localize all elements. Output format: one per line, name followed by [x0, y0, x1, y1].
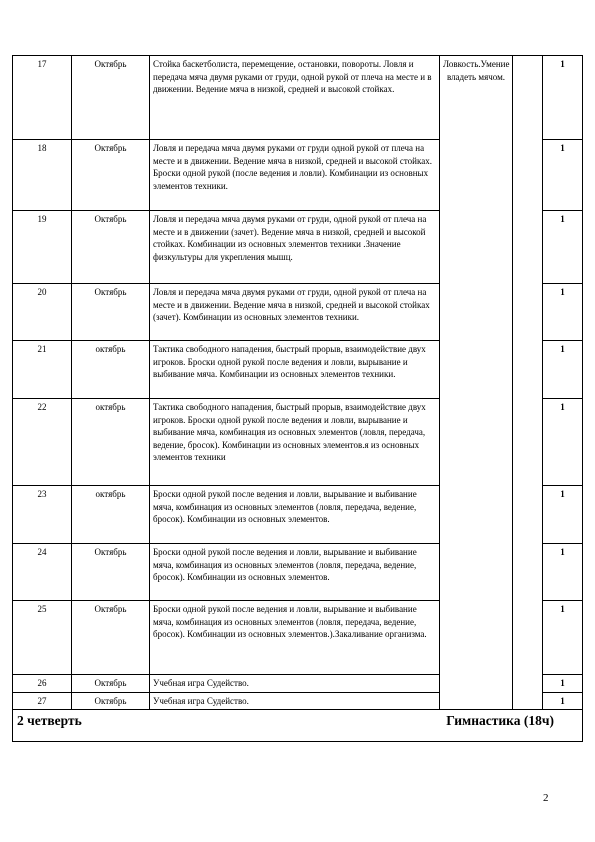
quarter-heading-row: [13, 710, 583, 742]
quarter-label: 2 четверть: [17, 713, 82, 728]
lesson-hours: 1: [543, 56, 583, 140]
lesson-month: Октябрь: [72, 601, 150, 675]
lesson-number: 18: [13, 140, 72, 211]
lesson-month: октябрь: [72, 341, 150, 399]
lesson-number: 21: [13, 341, 72, 399]
lesson-month: Октябрь: [72, 56, 150, 140]
lesson-topic: Стойка баскетболиста, перемещение, остановки, повороты. Ловля и передача мяча двумя руками от груди, одной рукой от плеча на месте и в движении. Ведение мяча в низкой, средней и высокой стойках.: [150, 56, 440, 140]
lesson-month: Октябрь: [72, 140, 150, 211]
lesson-hours: 1: [543, 399, 583, 486]
lesson-hours: 1: [543, 486, 583, 544]
lesson-hours: 1: [543, 544, 583, 601]
lesson-topic: Броски одной рукой после ведения и ловли, вырывание и выбивание мяча, комбинация из основных элементов (ловля, передача, ведение, бросок). Комбинации из основных элементов.).Закаливание организма.: [150, 601, 440, 675]
lesson-topic: Броски одной рукой после ведения и ловли, вырывание и выбивание мяча, комбинация из основных элементов (ловля, передача, ведение, бросок). Комбинации из основных элементов.: [150, 544, 440, 601]
lesson-number: 17: [13, 56, 72, 140]
lesson-hours: 1: [543, 211, 583, 284]
lesson-topic: Тактика свободного нападения, быстрый прорыв, взаимодействие двух игроков. Броски одной рукой после ведения и ловли, вырывание и выбивание мяча. Комбинации из основных элементов техники.: [150, 341, 440, 399]
lesson-number: 27: [13, 692, 72, 710]
lesson-hours: 1: [543, 601, 583, 675]
lesson-month: октябрь: [72, 399, 150, 486]
lesson-plan-table: [12, 55, 583, 742]
page-number: 2: [543, 792, 549, 804]
skill-cell: Ловкость.Умение владеть мячом.: [440, 56, 513, 710]
quarter-heading-cell: [13, 710, 583, 742]
lesson-hours: 1: [543, 675, 583, 693]
lesson-topic: Ловля и передача мяча двумя руками от груди одной рукой от плеча на месте и в движении. Ведение мяча в низкой, средней и высокой стойках. Броски одной рукой (после ведения и ловли). Комбинации из основных элементов техники.: [150, 140, 440, 211]
lesson-hours: 1: [543, 284, 583, 341]
lesson-month: октябрь: [72, 486, 150, 544]
lesson-topic: Учебная игра Судейство.: [150, 675, 440, 693]
lesson-topic: Учебная игра Судейство.: [150, 692, 440, 710]
lesson-hours: 1: [543, 341, 583, 399]
blank-column: [513, 56, 543, 710]
lesson-month: Октябрь: [72, 675, 150, 693]
lesson-month: Октябрь: [72, 692, 150, 710]
lesson-number: 26: [13, 675, 72, 693]
section-title: Гимнастика (18ч): [446, 713, 554, 728]
lesson-month: Октябрь: [72, 211, 150, 284]
lesson-topic: Броски одной рукой после ведения и ловли, вырывание и выбивание мяча, комбинация из основных элементов (ловля, передача, ведение, бросок). Комбинации из основных элементов.: [150, 486, 440, 544]
lesson-month: Октябрь: [72, 544, 150, 601]
lesson-topic: Ловля и передача мяча двумя руками от груди, одной рукой от плеча на месте и в движении (зачет). Ведение мяча в низкой, средней и высокой стойках. Комбинации из основных элементов техники .Значение физкультуры для укрепления мышц.: [150, 211, 440, 284]
lesson-number: 24: [13, 544, 72, 601]
lesson-number: 25: [13, 601, 72, 675]
lesson-number: 23: [13, 486, 72, 544]
lesson-number: 22: [13, 399, 72, 486]
lesson-topic: Тактика свободного нападения, быстрый прорыв, взаимодействие двух игроков. Броски одной рукой после ведения и ловли, вырывание и выбивание мяча, комбинация из основных элементов (ловля, передача, ведение, бросок). Комбинации из основных элементов.я из основных элементов техники: [150, 399, 440, 486]
lesson-topic: Ловля и передача мяча двумя руками от груди, одной рукой от плеча на месте и в движении. Ведение мяча в низкой, средней и высокой стойках (зачет). Комбинации из основных элементов техники.: [150, 284, 440, 341]
lesson-hours: 1: [543, 692, 583, 710]
lesson-hours: 1: [543, 140, 583, 211]
table-row: [13, 56, 583, 140]
lesson-number: 20: [13, 284, 72, 341]
lesson-number: 19: [13, 211, 72, 284]
lesson-month: Октябрь: [72, 284, 150, 341]
